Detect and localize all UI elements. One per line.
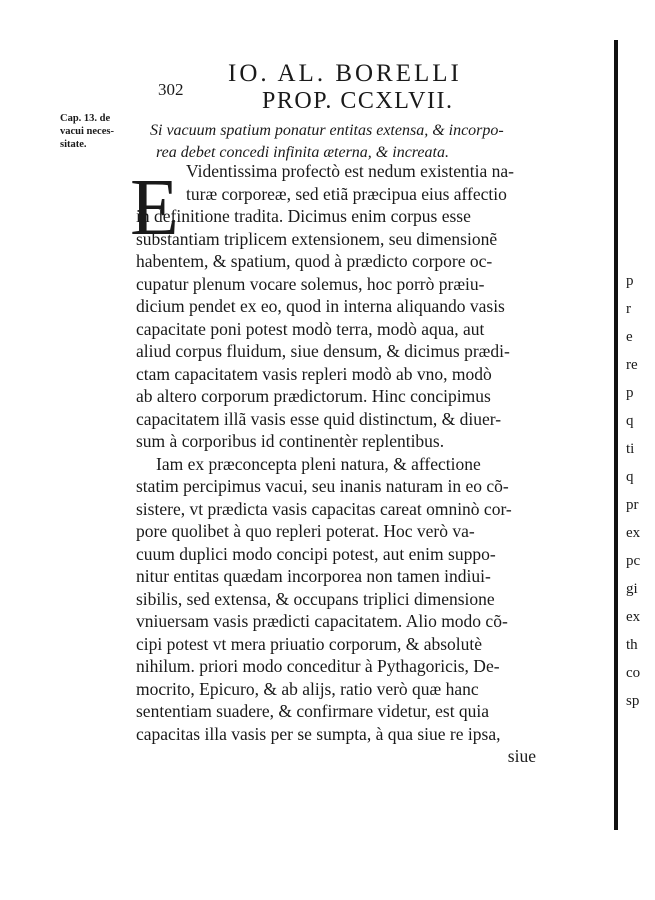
body-text xyxy=(136,160,576,768)
page-number: 302 xyxy=(158,80,184,99)
running-head: IO. AL. BORELLI xyxy=(228,60,462,87)
body-line: nitur entitas quædam incorporea non tamen indiui- xyxy=(136,566,491,586)
body-line: aliud corpus fluidum, siue densum, & dicimus prædi- xyxy=(136,341,510,361)
body-line: ctam capacitatem vasis repleri modò ab vno, modò xyxy=(136,363,492,384)
facing-page-fragment: r xyxy=(626,301,631,317)
body-line: sententiam suadere, & confirmare videtur, est quia xyxy=(136,701,490,721)
body-line: capacitatem illã vasis esse quid distinctum, & diuer- xyxy=(136,408,502,429)
body-line: cupatur plenum vocare solemus, hoc porrò præiu- xyxy=(136,273,485,294)
facing-page-fragment: p xyxy=(626,385,634,401)
body-line: ab altero corporum prædictorum. Hinc concipimus xyxy=(136,386,491,406)
facing-page-fragment: q xyxy=(626,413,634,429)
margin-note-line: vacui neces- xyxy=(60,126,114,137)
thesis-line: Si vacuum spatium ponatur entitas extensa, & incorpo- xyxy=(150,122,504,139)
facing-page-fragment: e xyxy=(626,329,633,345)
facing-page-fragment: sp xyxy=(626,693,640,709)
body-line: mocrito, Epicuro, & ab alijs, ratio verò quæ hanc xyxy=(136,678,479,699)
facing-page-fragment: re xyxy=(626,357,638,373)
facing-page-fragment: ex xyxy=(626,609,641,625)
proposition-title: PROP. CCXLVII. xyxy=(262,88,454,114)
body-line: capacitate poni potest modò terra, modò aqua, aut xyxy=(136,318,485,339)
body-line: Videntissima profectò est nedum existentia na- xyxy=(186,161,514,181)
facing-page-fragment: co xyxy=(626,665,641,681)
facing-page-fragment: pr xyxy=(626,497,639,513)
facing-page-fragment: th xyxy=(626,637,638,653)
margin-note xyxy=(60,112,130,151)
gutter-shadow xyxy=(614,40,618,830)
body-line: siue xyxy=(507,746,536,766)
body-line: sum à corporibus id continentèr replentibus. xyxy=(136,431,445,451)
facing-page-fragment: gi xyxy=(626,581,638,597)
proposition-thesis xyxy=(150,120,590,164)
facing-page-fragment: pc xyxy=(626,553,641,569)
body-line: capacitas illa vasis per se sumpta, à qua siue re ipsa, xyxy=(136,723,501,744)
thesis-line: rea debet concedi infinita æterna, & increata. xyxy=(156,144,449,161)
body-line: Iam ex præconcepta pleni natura, & affectione xyxy=(156,453,481,474)
body-line: substantiam triplicem extensionem, seu dimensionẽ xyxy=(136,228,498,249)
body-line: cipi potest vt mera priuatio corporum, & absolutè xyxy=(136,633,483,654)
body-line: cuum duplici modo concipi potest, aut enim suppo- xyxy=(136,543,496,564)
facing-page-fragment: ex xyxy=(626,525,641,541)
facing-page-fragment: ti xyxy=(626,441,635,457)
drop-cap: E xyxy=(130,164,179,252)
body-line: pore quolibet à quo repleri poterat. Hoc verò va- xyxy=(136,521,475,541)
body-line: vniuersam vasis prædicti capacitatem. Alio modo cõ- xyxy=(136,611,508,631)
margin-note-line: Cap. 13. de xyxy=(60,113,111,124)
body-line: turæ corporeæ, sed etiã præcipua eius affectio xyxy=(186,183,507,204)
body-line: in definitione tradita. Dicimus enim corpus esse xyxy=(136,206,471,226)
body-line: sibilis, sed extensa, & occupans triplici dimensione xyxy=(136,588,495,609)
facing-page-fragment: p xyxy=(626,273,634,289)
body-line: dicium pendet ex eo, quod in interna aliquando vasis xyxy=(136,296,505,316)
body-line: sistere, vt prædicta vasis capacitas careat omninò cor- xyxy=(136,498,512,519)
margin-note-line: sitate. xyxy=(60,139,87,150)
body-line: nihilum. priori modo conceditur à Pythagoricis, De- xyxy=(136,656,500,676)
facing-page-fragment: q xyxy=(626,469,634,485)
body-line: habentem, & spatium, quod à prædicto corpore oc- xyxy=(136,251,493,271)
body-line: statim percipimus vacui, seu inanis naturam in eo cõ- xyxy=(136,476,509,496)
